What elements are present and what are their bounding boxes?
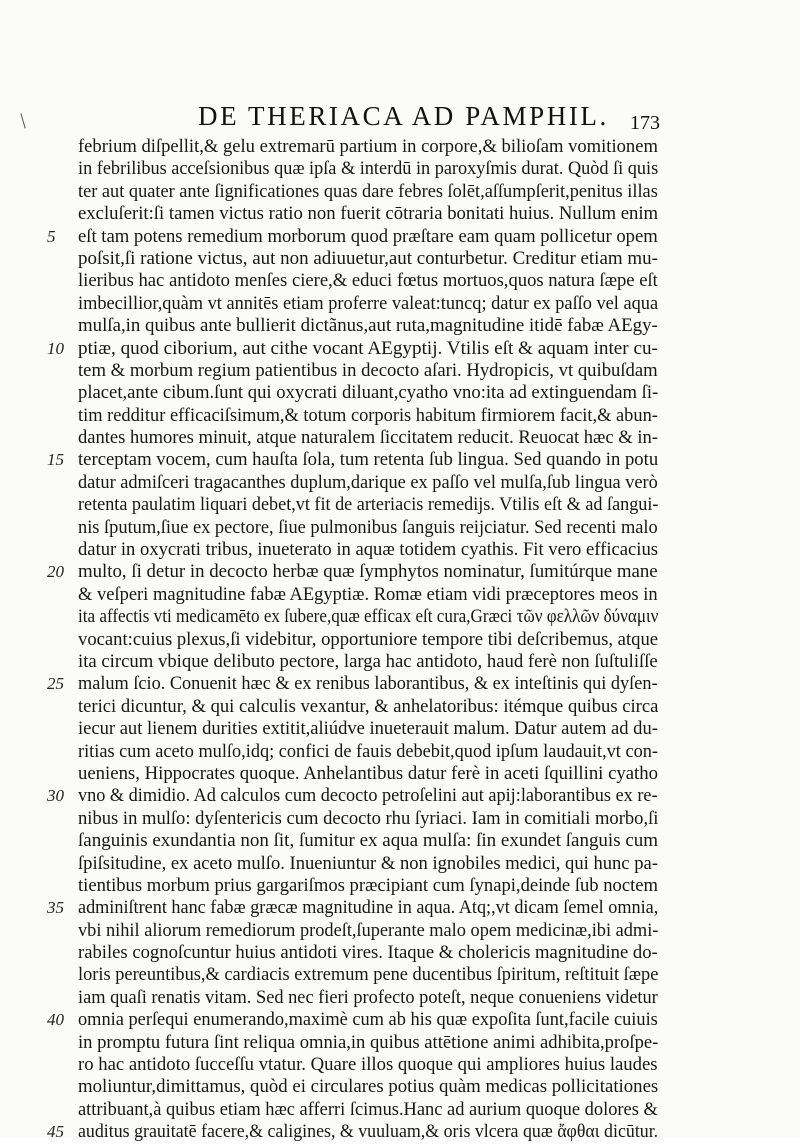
line-text: ſpiſsitudine, ex aceto mulſo. Inueniuntur & non ignobiles medici, qui hunc pa- <box>78 852 658 874</box>
line-text: ptiæ, quod ciborium, aut cithe vocant AEgyptij. Vtilis eſt & aquam inter cu- <box>78 337 658 359</box>
line-text: mulſa,in quibus ante bullierit dictãnus,aut ruta,magnitudine itidē fabæ AEgy- <box>78 315 658 337</box>
text-line <box>47 337 658 360</box>
line-number: 25 <box>47 674 64 694</box>
text-line <box>78 1099 658 1121</box>
line-text: retenta paulatim liquari debet,vt fit de arteriacis remedijs. Vtilis eſt & ad ſangui- <box>78 494 659 516</box>
text-line <box>78 651 658 673</box>
line-text: ita circum vbique delibuto pectore, larga hac antidoto, haud ferè non ſuſtuliſſe <box>78 650 658 672</box>
text-line <box>47 897 659 919</box>
line-text: vocant:cuius plexus,ſi videbitur, opportuniore tempore tibi deſcribemus, atque <box>78 628 659 650</box>
text-line <box>47 1009 658 1031</box>
line-text: dantes humores minuit, atque naturalem ſiccitatem reducit. Reuocat hæc & in- <box>78 427 658 449</box>
line-text: ſanguinis exundantia non ſit, ſumitur ex aqua mulſa: ſin exundet ſanguis cum <box>78 830 659 852</box>
text-line <box>78 987 658 1009</box>
text-line <box>78 1054 658 1076</box>
text-line <box>78 360 658 382</box>
line-text: malum ſcio. Conuenit hæc & ex renibus laborantibus, & ex inteſtinis qui dyſen- <box>78 673 658 695</box>
line-number: 20 <box>47 562 64 582</box>
line-text: excluſerit:ſi tamen victus ratio non fuerit cōtraria bonitati huius. Nullum enim <box>78 203 659 225</box>
text-line <box>47 561 658 583</box>
line-text: tem & morbum regium patientibus in decocto aſari. Hydropicis, vt quibuſdam <box>78 359 658 381</box>
line-text: lieribus hac antidoto menſes ciere,& educi fœtus mortuos,quos natura ſæpe eſt <box>78 270 658 292</box>
line-text: omnia perſequi enumerando,maximè cum ab his quæ expoſita ſunt,facile cuiuis <box>78 1009 658 1031</box>
line-text: eſt tam potens remedium morborum quod præſtare eam quam pollicetur opem <box>78 225 658 247</box>
line-text: tientibus morbum prius gargariſmos præcipiant cum ſynapi,deinde ſub noctem <box>78 874 659 896</box>
text-line <box>78 584 658 606</box>
line-text: iecur aut lienem durities extitit,aliúdve inueterauit malum. Datur autem ad du- <box>78 718 658 740</box>
line-number: 5 <box>47 226 56 246</box>
text-line <box>78 629 658 651</box>
text-line <box>78 494 658 516</box>
line-number: 10 <box>47 338 64 358</box>
text-line <box>78 763 658 785</box>
line-text: febrium diſpellit,& gelu extremarū partium in corpore,& bilioſam vomitionem <box>78 136 658 157</box>
text-line <box>78 203 658 225</box>
line-text: ita affectis vti medicamēto ex ſubere,quæ efficax eſt cura,Græci τῶν φελλῶν δύναμιν <box>78 606 659 628</box>
text-line <box>78 382 658 404</box>
line-number: 15 <box>47 450 64 470</box>
line-number: 35 <box>47 898 64 918</box>
page-number: 173 <box>630 112 660 134</box>
line-text: imbecillior,quàm vt annitēs etiam proferre valeat:tuncq; datur ex paſſo vel aqua <box>78 292 659 314</box>
text-line <box>78 853 658 875</box>
line-text: auditus grauitatē facere,& caligines, & vuuluam,& oris vlcera quæ ἄφθαι dicūtur. <box>78 1121 659 1143</box>
line-text: ritias cum aceto mulſo,idq; confici de fauis debebit,quod ipſum laudauit,vt con- <box>78 740 658 762</box>
text-line <box>78 517 658 539</box>
running-head: DE THERIACA AD PAMPHIL. <box>198 101 609 131</box>
line-text: datur admiſceri tragacanthes duplum,darique ex paſſo vel mulſa,ſub lingua verò <box>78 471 658 493</box>
line-text: terceptam vocem, cum hauſta ſola, tum retenta ſub lingua. Sed quando in potu <box>78 449 659 471</box>
line-text: ter aut quater ante ſignificationes quas dare febres ſolēt,aſſumpſerit,penitus illas <box>78 180 658 202</box>
line-text: multo, ſi detur in decocto herbæ quæ ſymphytos nominatur, ſumitúrque mane <box>78 561 658 583</box>
text-line <box>47 785 658 807</box>
line-number: 45 <box>47 1122 64 1142</box>
text-line <box>78 875 658 897</box>
text-line <box>78 405 658 427</box>
text-line <box>78 293 658 315</box>
line-text: tim redditur efficaciſsimum,& totum corporis habitum firmiorem facit,& abun- <box>78 404 658 426</box>
line-text: ueniens, Hippocrates quoque. Anhelantibus datur ferè in aceti ſquillini cyatho <box>78 762 659 784</box>
line-text: datur in oxycrati tribus, inueterato in aquæ totidem cyathis. Fit vero efficacius <box>78 539 658 561</box>
ink-mark: / <box>13 108 33 133</box>
text-line <box>78 181 658 203</box>
text-line <box>78 808 658 830</box>
line-text: loris pereuntibus,& cardiacis extremum pene ducentibus ſpiritum, reſtituit ſæpe <box>78 964 659 986</box>
line-number: 40 <box>47 1010 64 1030</box>
line-text: in febrilibus acceſsionibus quæ ipſa & interdū in paroxyſmis durat. Quòd ſi quis <box>78 158 659 180</box>
line-text: in promptu futura ſint reliqua omnia,in quibus attētione animi adhibita,proſpe- <box>78 1031 659 1053</box>
line-text: poſsit,ſi ratione victus, aut non adiuuetur,aut conturbetur. Creditur etiam mu- <box>78 247 658 269</box>
text-line <box>78 830 658 852</box>
text-line <box>47 1121 659 1143</box>
line-text: terici dicuntur, & qui calculis vexantur, & anhelatoribus: itémque quibus circa <box>78 695 659 717</box>
line-text: adminiſtrent hanc fabæ græcæ magnitudine in aqua. Atq;,vt dicam ſemel omnia, <box>78 897 659 919</box>
text-line <box>78 472 658 494</box>
text-line <box>47 673 658 695</box>
body-text <box>47 136 659 1144</box>
text-line <box>78 920 658 942</box>
line-text: & veſperi magnitudine fabæ AEgyptiæ. Romæ etiam vidi præceptores meos in <box>78 583 658 605</box>
text-line <box>78 964 658 986</box>
text-line <box>78 136 658 158</box>
line-text: attribuant,à quibus etiam hæc afferri ſcimus.Hanc ad aurium quoque dolores & <box>78 1098 658 1120</box>
text-line <box>78 539 658 561</box>
line-text: nis ſputum,ſiue ex pectore, ſiue pulmonibus ſanguis reijciatur. Sed recenti malo <box>78 516 658 538</box>
line-text: placet,ante cibum.ſunt qui oxycrati diluant,cyatho vno:ita ad extinguendam ſi- <box>78 382 659 404</box>
text-line <box>78 427 658 449</box>
line-text: moliuntur,dimittamus, quòd ei circulares potius quàm medicas pollicitationes <box>78 1076 659 1098</box>
text-line <box>78 270 658 292</box>
text-line <box>78 315 658 337</box>
line-number: 30 <box>47 786 64 806</box>
line-text: vbi nihil aliorum remediorum prodeſt,ſuperante malo opem medicinæ,ibi admi- <box>78 919 659 941</box>
line-text: iam quaſi renatis vitam. Sed nec fieri profecto poteſt, neque conueniens videtur <box>78 986 658 1008</box>
text-line <box>78 741 658 763</box>
text-line <box>78 942 658 964</box>
line-text: ro hac antidoto ſucceſſu vtatur. Quare illos quoque qui ampliores huius laudes <box>78 1054 658 1076</box>
line-text: nibus in mulſo: dyſentericis cum decocto rhu ſyriaci. Iam in comitiali morbo,ſi <box>78 807 659 829</box>
line-text: vno & dimidio. Ad calculos cum decocto petroſelini aut apij:laborantibus ex re- <box>78 785 658 807</box>
text-line <box>78 158 658 180</box>
text-line <box>78 696 658 718</box>
text-line <box>47 449 659 471</box>
text-line <box>78 1032 658 1054</box>
text-line <box>78 1076 658 1098</box>
text-line <box>78 248 658 270</box>
line-text: rabiles cognoſcuntur huius antidoti vires. Itaque & cholericis magnitudine do- <box>78 942 658 964</box>
text-line <box>47 225 658 248</box>
text-line <box>78 718 658 740</box>
text-line <box>78 606 658 628</box>
